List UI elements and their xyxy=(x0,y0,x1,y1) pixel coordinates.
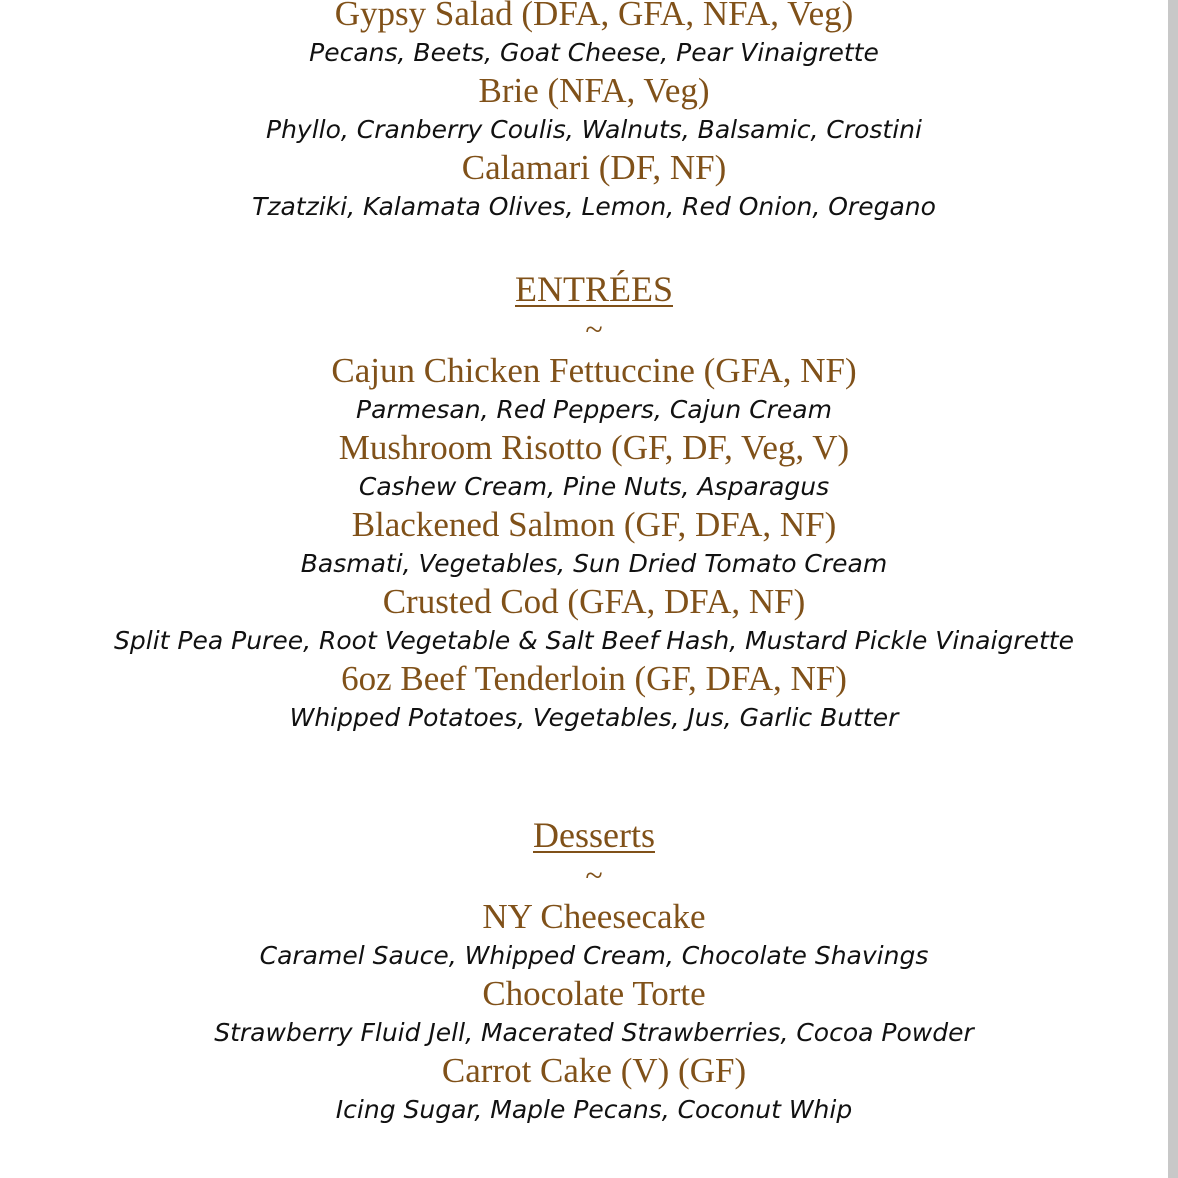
menu-item xyxy=(0,430,1178,507)
menu-item-description: Whipped Potatoes, Vegetables, Jus, Garlic Butter xyxy=(289,703,899,732)
menu-item xyxy=(0,73,1178,150)
menu-item-name: Crusted Cod (GFA, DFA, NF) xyxy=(382,582,806,621)
menu-item xyxy=(0,0,1178,73)
menu-item-description: Cashew Cream, Pine Nuts, Asparagus xyxy=(358,472,830,501)
menu-item-name: NY Cheesecake xyxy=(482,897,706,936)
menu-item-name: 6oz Beef Tenderloin (GF, DFA, NF) xyxy=(341,659,847,698)
menu-item-name: Mushroom Risotto (GF, DF, Veg, V) xyxy=(338,428,850,467)
menu-item-description: Tzatziki, Kalamata Olives, Lemon, Red Onion, Oregano xyxy=(252,192,936,221)
menu-item xyxy=(0,353,1178,430)
entrees-section xyxy=(0,269,1178,738)
menu-item-name: Calamari (DF, NF) xyxy=(461,148,727,187)
menu-item xyxy=(0,899,1178,976)
menu-item-description: Strawberry Fluid Jell, Macerated Strawberries, Cocoa Powder xyxy=(214,1018,974,1047)
menu-item-description: Parmesan, Red Peppers, Cajun Cream xyxy=(356,395,832,424)
menu-item xyxy=(0,150,1178,227)
section-separator: ~ xyxy=(585,857,603,893)
menu-item-description: Caramel Sauce, Whipped Cream, Chocolate Shavings xyxy=(259,941,929,970)
menu-item-description: Icing Sugar, Maple Pecans, Coconut Whip xyxy=(335,1095,853,1124)
section-separator: ~ xyxy=(585,311,603,347)
menu-item xyxy=(0,661,1178,738)
menu-item-name: Blackened Salmon (GF, DFA, NF) xyxy=(351,505,837,544)
starters-section xyxy=(0,0,1178,227)
menu-item xyxy=(0,584,1178,661)
menu-item-description: Pecans, Beets, Goat Cheese, Pear Vinaigrette xyxy=(309,38,879,67)
menu-item-name: Brie (NFA, Veg) xyxy=(478,71,710,110)
menu-item-name: Carrot Cake (V) (GF) xyxy=(441,1051,747,1090)
menu-item-name: Cajun Chicken Fettuccine (GFA, NF) xyxy=(331,351,857,390)
section-heading: Desserts xyxy=(533,815,655,855)
menu-item xyxy=(0,1053,1178,1130)
menu-item-description: Phyllo, Cranberry Coulis, Walnuts, Balsamic, Crostini xyxy=(266,115,922,144)
desserts-section xyxy=(0,815,1178,1130)
menu-item xyxy=(0,507,1178,584)
menu-item xyxy=(0,976,1178,1053)
scrollbar[interactable] xyxy=(1168,0,1178,1178)
menu-item-description: Split Pea Puree, Root Vegetable & Salt Beef Hash, Mustard Pickle Vinaigrette xyxy=(114,626,1074,655)
menu-item-name: Chocolate Torte xyxy=(482,974,706,1013)
menu-item-description: Basmati, Vegetables, Sun Dried Tomato Cream xyxy=(300,549,888,578)
menu-item-name: Gypsy Salad (DFA, GFA, NFA, Veg) xyxy=(334,0,854,33)
section-heading: ENTRÉES xyxy=(515,269,673,309)
